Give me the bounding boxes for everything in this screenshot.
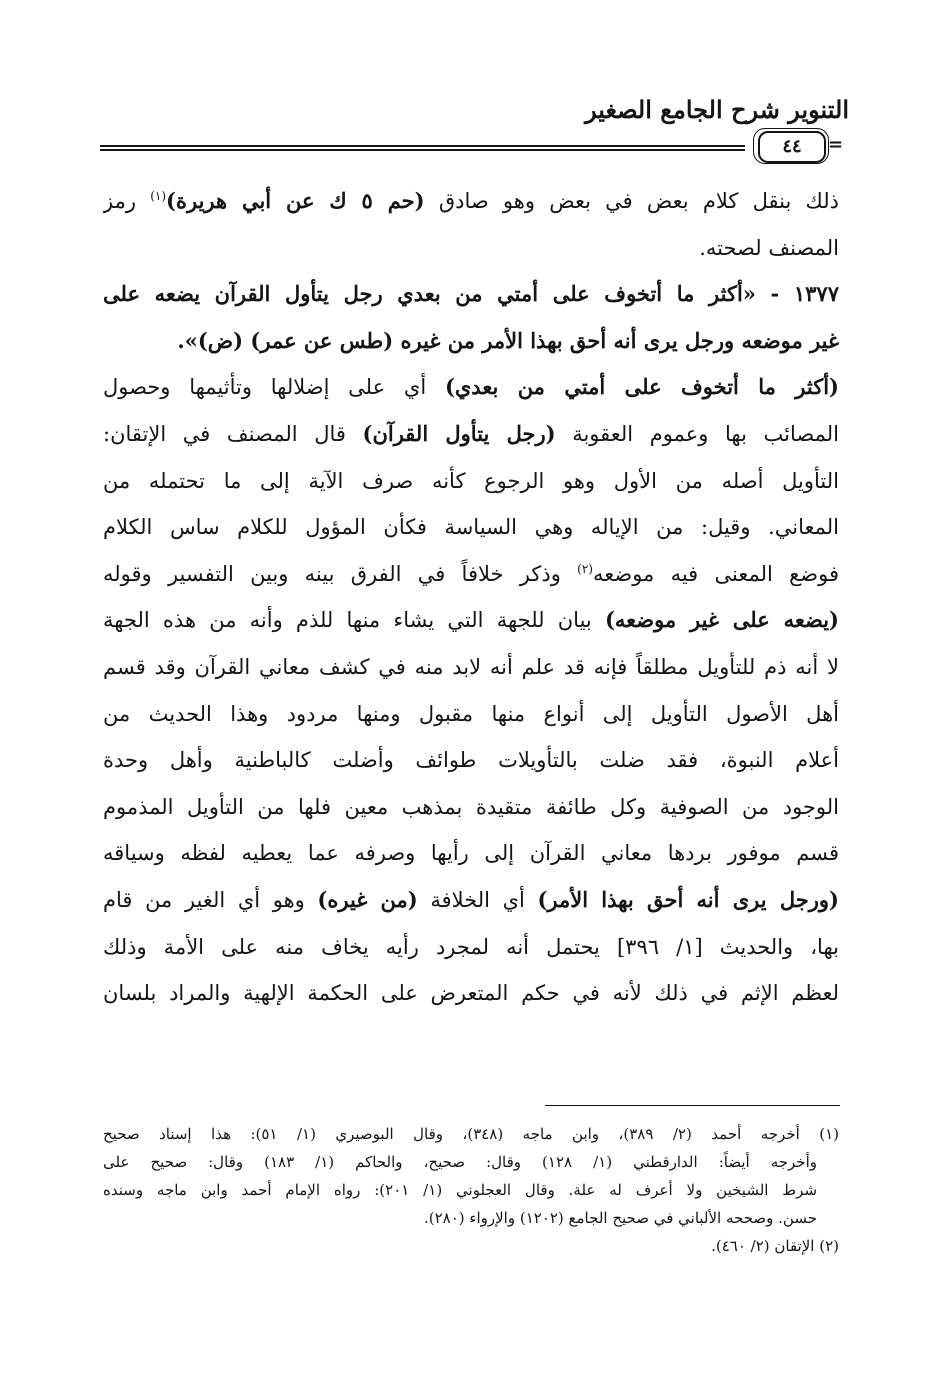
footnote-line: (٢) الإتقان (٢/ ٤٦٠). bbox=[711, 1237, 839, 1255]
text-run: أي الخلافة bbox=[417, 887, 538, 912]
text-run: قسم موفور بردها معاني القرآن إلى رأيها وصرفه عما يعطيه لفظه وسياقه bbox=[103, 841, 839, 866]
text-line bbox=[103, 504, 839, 551]
text-run: أي على إضلالها وتأثيمها وحصول bbox=[103, 375, 445, 400]
text-run: بها، والحديث [١/ ٣٩٦] يحتمل أنه لمجرد رأيه يخاف منه على الأمة وذلك bbox=[103, 934, 839, 959]
footnote-ref: (٢) bbox=[577, 561, 593, 576]
main-text bbox=[103, 178, 839, 1017]
text-run: قال المصنف في الإتقان: bbox=[103, 421, 363, 446]
header-rule bbox=[100, 130, 844, 164]
text-line bbox=[103, 178, 839, 225]
bold-phrase: (ورجل يرى أنه أحق بهذا الأمر) bbox=[537, 886, 839, 912]
text-line bbox=[103, 364, 839, 411]
text-run: بيان للجهة التي يشاء منها للذم وأنه من هذه الجهة bbox=[103, 608, 605, 633]
text-line bbox=[103, 411, 839, 458]
header-rule-line bbox=[100, 145, 745, 147]
footnotes bbox=[103, 1120, 839, 1260]
text-line bbox=[103, 318, 839, 365]
running-header-title: التنوير شرح الجامع الصغير bbox=[585, 95, 849, 124]
footnote-line: (١) أخرجه أحمد (٢/ ٣٨٩)، وابن ماجه (٣٤٨)، وقال البوصيري (١/ ٥١): هذا إسناد صحيح bbox=[103, 1125, 839, 1143]
text-line bbox=[103, 924, 839, 971]
text-run: لعظم الإثم في ذلك لأنه في حكم المتعرض على الحكمة الإلهية والمراد بلسان bbox=[103, 981, 839, 1006]
bold-phrase: (يضعه على غير موضعه) bbox=[604, 607, 839, 633]
text-run: لا أنه ذم للتأويل مطلقاً فإنه قد علم أنه لابد منه في كشف معاني القرآن وقد قسم bbox=[103, 654, 839, 679]
footnote-line: حسن. وصححه الألباني في صحيح الجامع (١٢٠٢) والإرواء (٢٨٠). bbox=[423, 1209, 817, 1227]
bold-phrase: (من غيره) bbox=[317, 886, 418, 912]
bold-phrase: ١٣٧٧ - «أكثر ما أتخوف على أمتي من بعدي رجل يتأول القرآن يضعه على bbox=[103, 281, 839, 307]
bold-phrase: (أكثر ما أتخوف على أمتي من بعدي) bbox=[444, 374, 839, 400]
footnote-line: وأخرجه أيضاً: الدارقطني (١/ ١٢٨) وقال: صحيح، والحاكم (١/ ١٨٣) وقال: صحيح على bbox=[103, 1153, 817, 1171]
text-run: التأويل أصله من الأول وهو الرجوع كأنه صرف الآية إلى ما تحتمله من bbox=[103, 468, 839, 493]
text-run: المصنف لصحته. bbox=[699, 235, 839, 260]
page-number: ٤٤ bbox=[758, 131, 826, 163]
text-line bbox=[103, 691, 839, 738]
text-line bbox=[103, 551, 839, 598]
text-line bbox=[103, 271, 839, 318]
footnote-separator bbox=[545, 1105, 840, 1106]
text-line bbox=[103, 784, 839, 831]
text-run: وذكر خلافاً في الفرق بينه وبين التفسير وقوله bbox=[103, 561, 578, 586]
text-line bbox=[103, 458, 839, 505]
text-line bbox=[103, 644, 839, 691]
text-run: ذلك بنقل كلام بعض في بعض وهو صادق bbox=[424, 189, 839, 213]
text-run: رمز bbox=[103, 189, 151, 213]
text-run: المعاني. وقيل: من الإياله وهي السياسة فكأن المؤول للكلام ساس الكلام bbox=[103, 515, 839, 540]
header-mark: = bbox=[828, 134, 844, 155]
text-run: وهو أي الغير من قام bbox=[103, 887, 318, 912]
text-run: أعلام النبوة، فقد ضلت بالتأويلات طوائف وأضلت كالباطنية وأهل وحدة bbox=[103, 748, 839, 773]
footnote-ref: (١) bbox=[150, 189, 167, 203]
bold-phrase: غير موضعه ورجل يرى أنه أحق بهذا الأمر من غيره (طس عن عمر) (ض)». bbox=[177, 327, 839, 353]
text-run: الوجود من الصوفية وكل طائفة متقيدة بمذهب معين فلها من التأويل المذموم bbox=[103, 794, 839, 819]
text-line bbox=[103, 737, 839, 784]
text-run: فوضع المعنى فيه موضعه bbox=[592, 561, 839, 586]
text-line bbox=[103, 597, 839, 644]
text-line bbox=[103, 225, 839, 272]
text-line bbox=[103, 877, 839, 924]
text-run: المصائب بها وعموم العقوبة bbox=[555, 421, 839, 446]
text-run: أهل الأصول التأويل إلى أنواع منها مقبول ومنها مردود وهذا الحديث من bbox=[103, 701, 839, 726]
header-rule-line bbox=[100, 149, 745, 151]
text-line bbox=[103, 970, 839, 1017]
text-line bbox=[103, 830, 839, 877]
bold-phrase: (حم ٥ ك عن أبي هريرة) bbox=[166, 188, 425, 213]
bold-phrase: (رجل يتأول القرآن) bbox=[362, 420, 556, 446]
footnote-line: شرط الشيخين ولا أعرف له علة. وقال العجلوني (١/ ٢٠١): رواه الإمام أحمد وابن ماجه وسنده bbox=[103, 1181, 818, 1199]
